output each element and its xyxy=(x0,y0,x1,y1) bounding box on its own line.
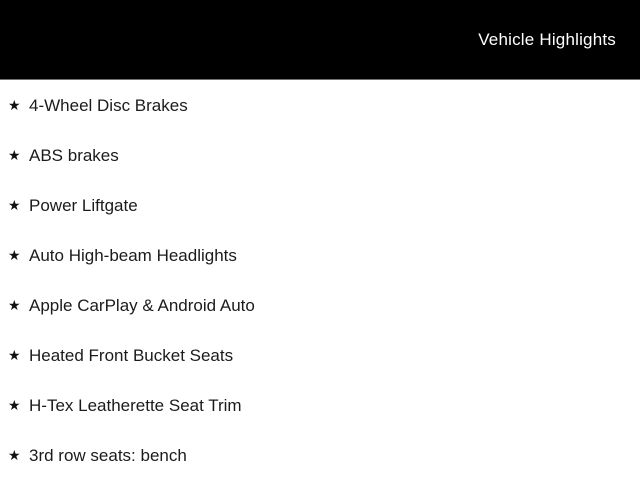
item-label: 4-Wheel Disc Brakes xyxy=(29,95,188,115)
star-icon: ★ xyxy=(8,97,21,113)
item-label: H-Tex Leatherette Seat Trim xyxy=(29,395,242,415)
item-label: Power Liftgate xyxy=(29,195,138,215)
star-icon: ★ xyxy=(8,247,21,263)
star-icon: ★ xyxy=(8,347,21,363)
star-icon: ★ xyxy=(8,297,21,313)
item-label: Apple CarPlay & Android Auto xyxy=(29,295,255,315)
item-label: Heated Front Bucket Seats xyxy=(29,345,234,365)
header-bar xyxy=(0,0,640,80)
list-item xyxy=(0,130,640,180)
list-item xyxy=(0,380,640,430)
star-icon: ★ xyxy=(8,147,21,163)
list-item xyxy=(0,230,640,280)
page-title: Vehicle Highlights xyxy=(478,29,616,49)
list-item xyxy=(0,330,640,380)
item-label: 3rd row seats: bench xyxy=(29,445,187,465)
item-label: Auto High-beam Headlights xyxy=(29,245,237,265)
list-item xyxy=(0,280,640,330)
star-icon: ★ xyxy=(8,447,21,463)
list-item xyxy=(0,430,640,480)
item-label: ABS brakes xyxy=(29,145,119,165)
star-icon: ★ xyxy=(8,197,21,213)
highlights-list xyxy=(0,80,640,480)
list-item xyxy=(0,180,640,230)
star-icon: ★ xyxy=(8,397,21,413)
list-item xyxy=(0,80,640,130)
